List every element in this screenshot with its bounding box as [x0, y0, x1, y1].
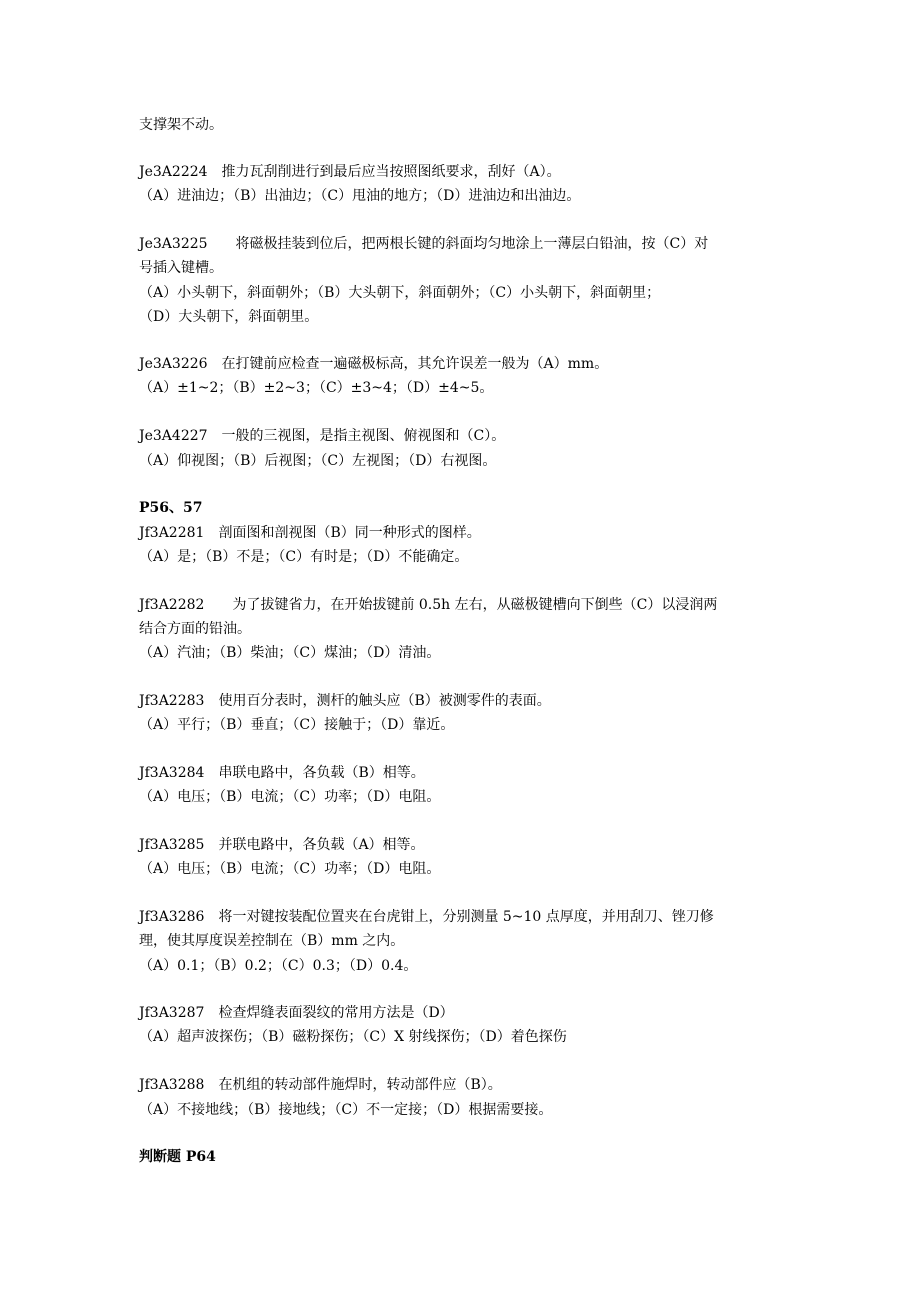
question-line: Jf3A3287 检查焊缝表面裂纹的常用方法是（D）: [139, 1005, 454, 1021]
question-line: Jf3A3285 并联电路中，各负载（A）相等。: [139, 837, 425, 853]
question-line: Jf3A2283 使用百分表时，测杆的触头应（B）被测零件的表面。: [139, 693, 551, 709]
options-line: （A）汽油；（B）柴油；（C）煤油；（D）清油。: [139, 645, 441, 661]
options-line: （A）小头朝下，斜面朝外；（B）大头朝下，斜面朝外；（C）小头朝下，斜面朝里；: [139, 285, 661, 301]
options-line: （A）电压；（B）电流；（C）功率；（D）电阻。: [139, 789, 441, 805]
options-line: （A）仰视图；（B）后视图；（C）左视图；（D）右视图。: [139, 453, 497, 469]
question-line: Jf3A3288 在机组的转动部件施焊时，转动部件应（B）。: [139, 1077, 502, 1093]
options-line: （A）是；（B）不是；（C）有时是；（D）不能确定。: [139, 549, 469, 565]
options-line: （A）不接地线；（B）接地线；（C）不一定接；（D）根据需要接。: [139, 1102, 553, 1118]
text-line: 支撑架不动。: [139, 117, 223, 133]
question-line: Jf3A2282 为了拔键省力，在开始拔键前 0.5h 左右，从磁极键槽向下倒些（C）以浸润两: [139, 597, 718, 613]
options-line: （A）电压；（B）电流；（C）功率；（D）电阻。: [139, 861, 441, 877]
question-line: 结合方面的铅油。: [139, 621, 251, 637]
question-line: Jf3A3286 将一对键按装配位置夹在台虎钳上，分别测量 5~10 点厚度，并用刮刀、锉刀修: [139, 909, 714, 925]
section-heading: P56、57: [139, 500, 203, 516]
question-line: Je3A3225 将磁极挂装到位后，把两根长键的斜面均匀地涂上一薄层白铅油，按（C）对: [139, 236, 709, 252]
options-line: （A）平行；（B）垂直；（C）接触于；（D）靠近。: [139, 717, 455, 733]
question-line: Je3A2224 推力瓦刮削进行到最后应当按照图纸要求，刮好（A）。: [139, 164, 561, 180]
question-line: Je3A3226 在打键前应检查一遍磁极标高，其允许误差一般为（A）mm。: [139, 356, 609, 372]
question-line: 理，使其厚度误差控制在（B）mm 之内。: [139, 933, 405, 949]
options-line: （A）超声波探伤；（B）磁粉探伤；（C）X 射线探伤；（D）着色探伤: [139, 1029, 567, 1045]
options-line: （D）大头朝下，斜面朝里。: [139, 309, 319, 325]
options-line: （A）进油边；（B）出油边；（C）甩油的地方；（D）进油边和出油边。: [139, 188, 581, 204]
options-line: （A）±1~2；（B）±2~3；（C）±3~4；（D）±4~5。: [139, 380, 494, 396]
question-line: Jf3A2281 剖面图和剖视图（B）同一种形式的图样。: [139, 525, 481, 541]
options-line: （A）0.1；（B）0.2；（C）0.3；（D）0.4。: [139, 958, 418, 974]
question-line: Jf3A3284 串联电路中，各负载（B）相等。: [139, 765, 425, 781]
section-heading: 判断题 P64: [139, 1149, 216, 1165]
question-line: Je3A4227 一般的三视图，是指主视图、俯视图和（C）。: [139, 428, 506, 444]
question-line: 号插入键槽。: [139, 260, 223, 276]
